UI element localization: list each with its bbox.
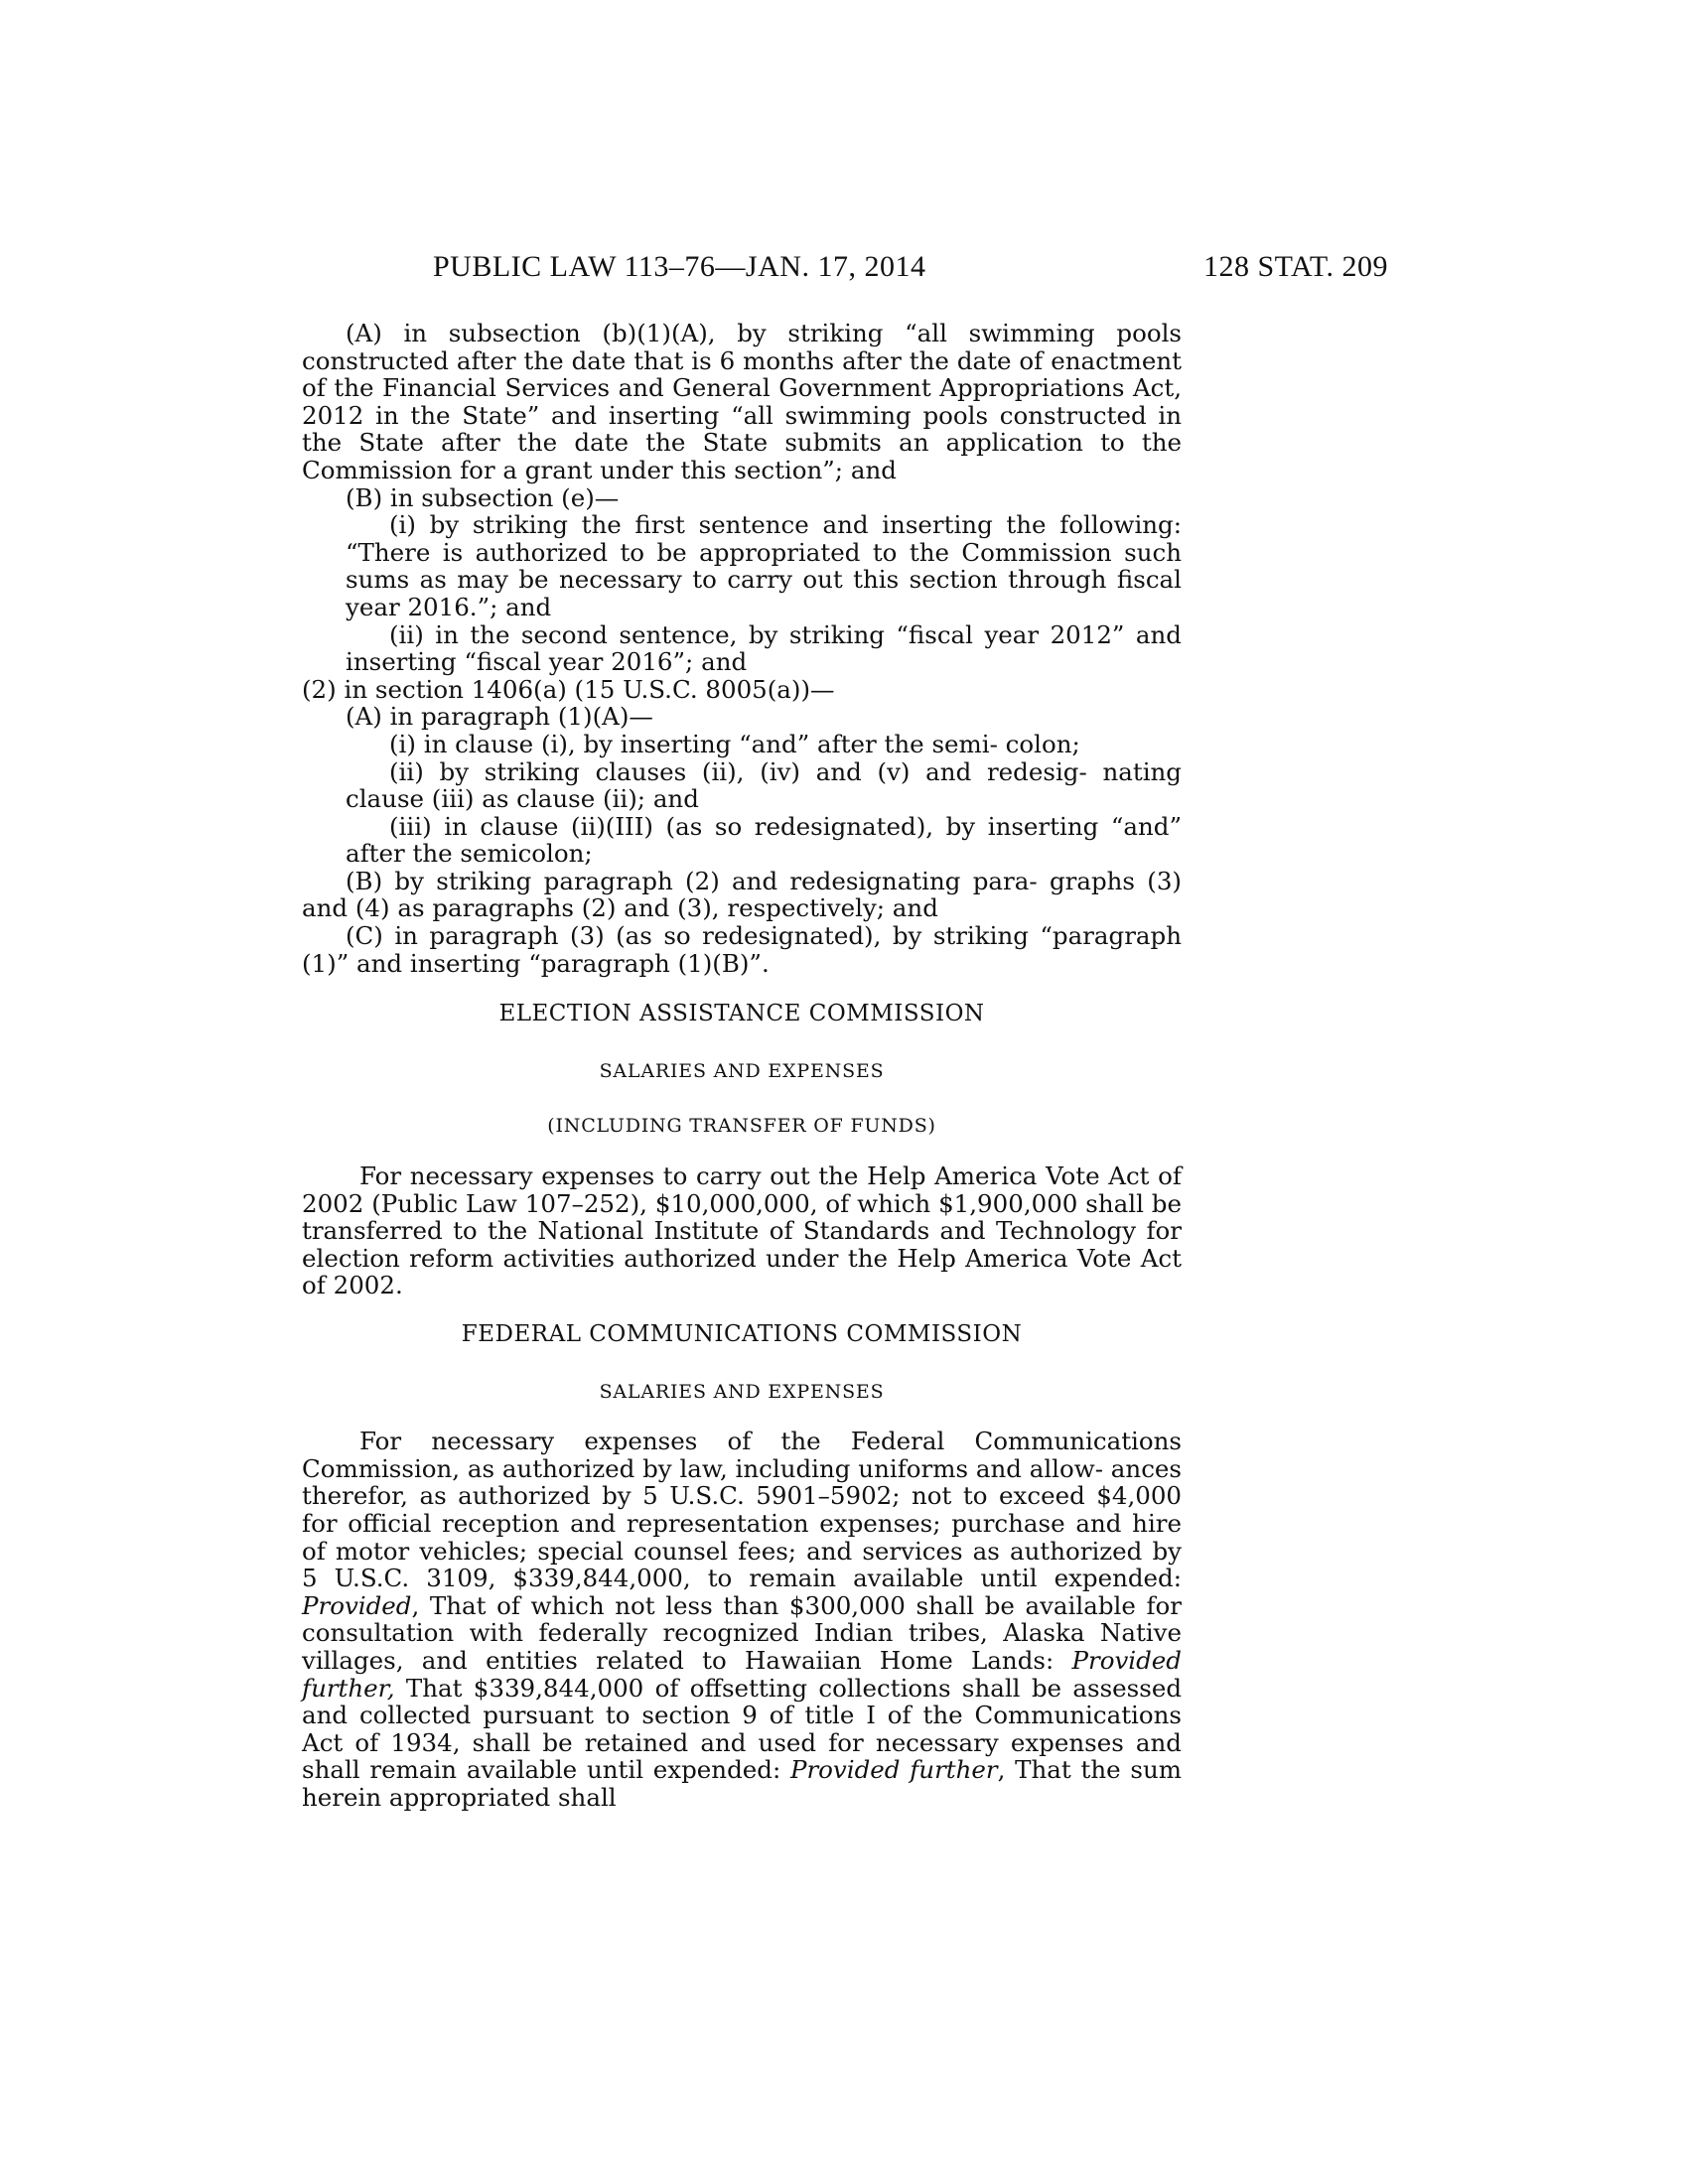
amendment-a: (A) in subsection (b)(1)(A), by striking “all swimming pools constructed after the date that is 6 months after the date of enactment of the Financial Services and General Government Appropriations Act, 2012 in the State” and inserting “all swimming pools constructed in the State after the date the State submits an application to the Commission for a grant under this section”; and (302, 319, 1182, 484)
provided-proviso: Provided (302, 1590, 412, 1620)
amendment-2-a-iii: (iii) in clause (ii)(III) (as so redesignated), by inserting “and” after the semicolon; (346, 811, 1182, 869)
amendment-2-a-ii: (ii) by striking clauses (ii), (iv) and (v) and redesig- nating clause (iii) as clause (ii); and (346, 756, 1182, 814)
eac-transfer-note: (INCLUDING TRANSFER OF FUNDS) (547, 1115, 936, 1138)
page-header (0, 250, 1688, 290)
amendment-2-a-i: (i) in clause (i), by inserting “and” after the semi- colon; (389, 729, 1080, 758)
fcc-heading: FEDERAL COMMUNICATIONS COMMISSION (461, 1321, 1023, 1347)
fcc-paragraph: For necessary expenses of the Federal Communications Commission, as authorized by law, including uniforms and allow- ances therefor, as authorized by 5 U.S.C. 5901–5902; not to exceed $4,000 for official reception and representation expenses; purchase and hire of motor vehicles; special counsel fees; and services as authorized by 5 U.S.C. 3109, $339,844,000, to remain available until expended: Provided, That of which not less than $300,000 shall be available for consultation with federally recognized Indian tribes, Alaska Native villages, and entities related to Hawaiian Home Lands: Provided further, That $339,844,000 of offsetting collections shall be assessed and collected pursuant to section 9 of title I of the Communications Act of 1934, shall be retained and used for necessary expenses and shall remain available until expended: Provided further, That the sum herein appropriated shall (302, 1427, 1182, 1812)
amendment-2-c: (C) in paragraph (3) (as so redesignated), by striking “paragraph (1)” and inserting “paragraph (1)(B)”. (302, 921, 1182, 978)
amendment-2: (2) in section 1406(a) (15 U.S.C. 8005(a))— (302, 674, 835, 704)
eac-subheading: SALARIES AND EXPENSES (599, 1059, 885, 1082)
page-folio: 128 STAT. 209 (1202, 250, 1388, 283)
running-head: PUBLIC LAW 113–76—JAN. 17, 2014 (433, 250, 926, 283)
fcc-subheading: SALARIES AND EXPENSES (599, 1380, 885, 1403)
amendment-2-b: (B) by striking paragraph (2) and redesignating para- graphs (3) and (4) as paragraphs (2) and (3), respectively; and (302, 866, 1182, 923)
eac-paragraph: For necessary expenses to carry out the Help America Vote Act of 2002 (Public Law 107–252), $10,000,000, of which $1,900,000 shall be transferred to the National Institute of Standards and Technology for election reform activities authorized under the Help America Vote Act of 2002. (302, 1161, 1182, 1300)
amendment-b-i: (i) by striking the first sentence and inserting the following: “There is authorized to be appropriated to the Commission such sums as may be necessary to carry out this section through fiscal year 2016.”; and (346, 510, 1182, 621)
amendment-2-a: (A) in paragraph (1)(A)— (346, 702, 653, 732)
amendment-b-ii: (ii) in the second sentence, by striking “fiscal year 2012” and inserting “fiscal year 2016”; and (346, 619, 1182, 677)
provided-further-proviso: Provided further, (302, 1645, 1182, 1703)
eac-heading: ELECTION ASSISTANCE COMMISSION (498, 1001, 985, 1027)
document-body (302, 320, 1182, 1812)
provided-further-proviso: Provided further (789, 1755, 998, 1785)
amendment-b: (B) in subsection (e)— (346, 482, 620, 512)
